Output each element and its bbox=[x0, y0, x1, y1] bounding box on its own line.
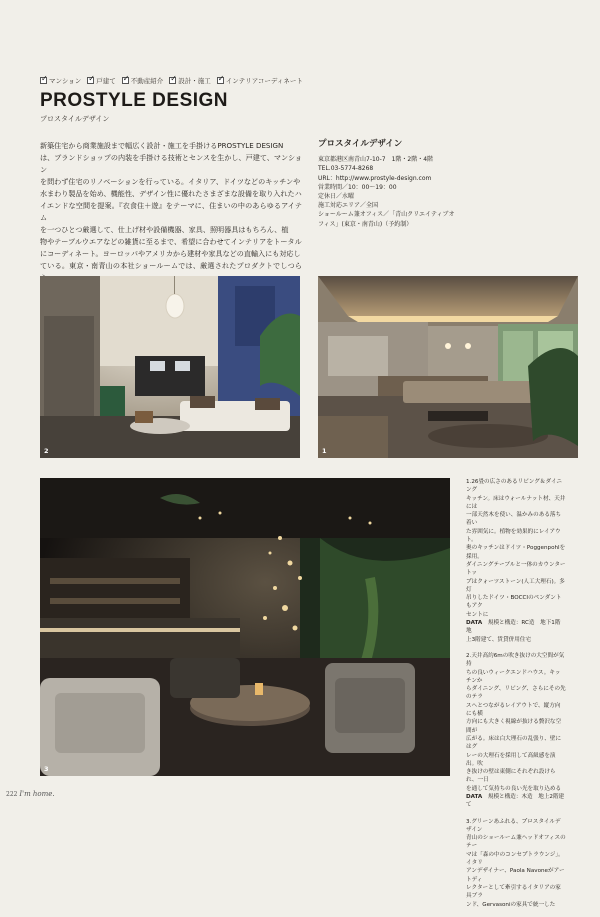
checkbox-icon bbox=[169, 77, 176, 84]
checkbox-icon bbox=[87, 77, 94, 84]
photo-3-image bbox=[40, 478, 450, 776]
page-number: 222 bbox=[6, 791, 18, 798]
company-showroom: ショールーム兼オフィス／「青山クリエイティブオ bbox=[318, 211, 455, 219]
company-showroom-cont: フィス」(東京・南青山)（予約制） bbox=[318, 220, 413, 228]
checkbox-icon bbox=[40, 77, 47, 84]
category-tags bbox=[40, 76, 303, 85]
tag-item: ✓ マンション bbox=[40, 76, 81, 85]
company-address: 東京都港区南青山7-10-7 1階・2階・4階 bbox=[318, 156, 434, 164]
photo-2-image bbox=[40, 276, 300, 458]
company-hours: 営業時間／10：00〜19：00 bbox=[318, 183, 397, 191]
photo-number: 1 bbox=[322, 447, 327, 455]
data-label: DATA bbox=[466, 620, 483, 627]
company-info bbox=[318, 140, 488, 229]
checkbox-icon bbox=[217, 77, 224, 84]
caption-3: 3.グリーンあふれる、プロスタイルデザイン 青山のショールーム兼ヘッドオフィスのテー マは「森の中のコンセプトラウンジ」。イタリ アンデザイナー、Paola Navoneがアートディ レクターとして牽引するイタリアの家具ブラ ンド、Gervasoniの家具で統一した bbox=[466, 818, 566, 908]
company-name: プロスタイルデザイン bbox=[318, 139, 403, 149]
company-holiday: 定休日／水曜 bbox=[318, 193, 355, 201]
company-area: 施工対応エリア／全国 bbox=[318, 202, 379, 210]
photo-captions bbox=[466, 478, 566, 917]
caption-2: 2.天井高約6mの吹き抜けの大空間が気持 ちの良いウィークエンドハウス。キッチンか らダイニング、リビング、さらにその先のテラ スへとつながるレイアウトで、縦方向にも横 方向にも大きく視線が抜ける贅沢な空間が 広がる。床は白大理石の乱張り、壁にはグ レーの大理石を採用して高級感を演出。吹 き抜けの壁は東側にそれぞれ設けられ、一日 を通して気持ちの良い光を取り込める DATA 規模と構造：木造 地上2階建て bbox=[466, 652, 566, 809]
intro-text: 新築住宅から商業施設まで幅広く設計・施工を手掛けるPROSTYLE DESIGN は、ブランドショップの内装を手掛ける技術とセンスを生かし、戸建て、マンション を問わず住宅のリノベーションを行っている。イタリア、ドイツなどのキッチンや 水まわり製品を始め、機能性、デザイン性に優れたさまざまな設備を取り入れたハ イエンドな空間を提案。『衣食住＋遊』をテーマに、住まいの中のあらゆるアイテム を一つひとつ厳選して、仕上げ材や設備機器、家具、照明器具はもちろん、植 物やテーブルウエアなどの雑貨に至るまで、希望に合わせてインテリアをトータル にコーディネート。ヨーロッパやアメリカから建材や家具などの直輸入にも対応し ている。東京・南青山の本社ショールームでは、厳選されたプロダクトでしつら bbox=[40, 141, 302, 270]
tag-item: ✓ 戸建て bbox=[87, 76, 116, 85]
magazine-name: I'm home. bbox=[19, 790, 55, 798]
tag-item: ✓ インテリアコーディネート bbox=[217, 76, 303, 85]
tag-item: ✓ 設計・施工 bbox=[169, 76, 211, 85]
photo-living-high-ceiling bbox=[40, 276, 300, 458]
photo-number: 3 bbox=[44, 765, 49, 773]
company-subtitle: プロスタイルデザイン bbox=[40, 115, 110, 123]
photo-number: 2 bbox=[44, 447, 49, 455]
company-url: URL：http://www.prostyle-design.com bbox=[318, 174, 432, 182]
company-tel: TEL.03-5774-8268 bbox=[318, 165, 374, 173]
photo-showroom-lounge bbox=[40, 478, 450, 776]
data-label: DATA bbox=[466, 793, 483, 800]
photo-ldk-kitchen bbox=[318, 276, 578, 458]
tag-item: ✓ 不動産紹介 bbox=[122, 76, 164, 85]
caption-1: 1.26畳の広さのあるリビング＆ダイニング キッチン。床はウォールナット材、天井には 一部天然木を使い、温かみのある落ち着い た雰囲気に。植物を効果的にレイアウト。 奥のキッチンはドイツ・Poggenpohlを採用。 ダイニングテーブルと一体のカウンタートッ プはクォーツストーン(人工大理石)。多灯 吊りしたドイツ・BOCCIのペンダントもアク セントに DATA 規模と構造：RC造 地下1階地 上3階建て、賃貸併用住宅 bbox=[466, 479, 566, 643]
company-title: PROSTYLE DESIGN bbox=[40, 90, 229, 111]
photo-1-image bbox=[318, 276, 578, 458]
page-footer bbox=[6, 790, 55, 798]
checkbox-icon bbox=[122, 77, 129, 84]
